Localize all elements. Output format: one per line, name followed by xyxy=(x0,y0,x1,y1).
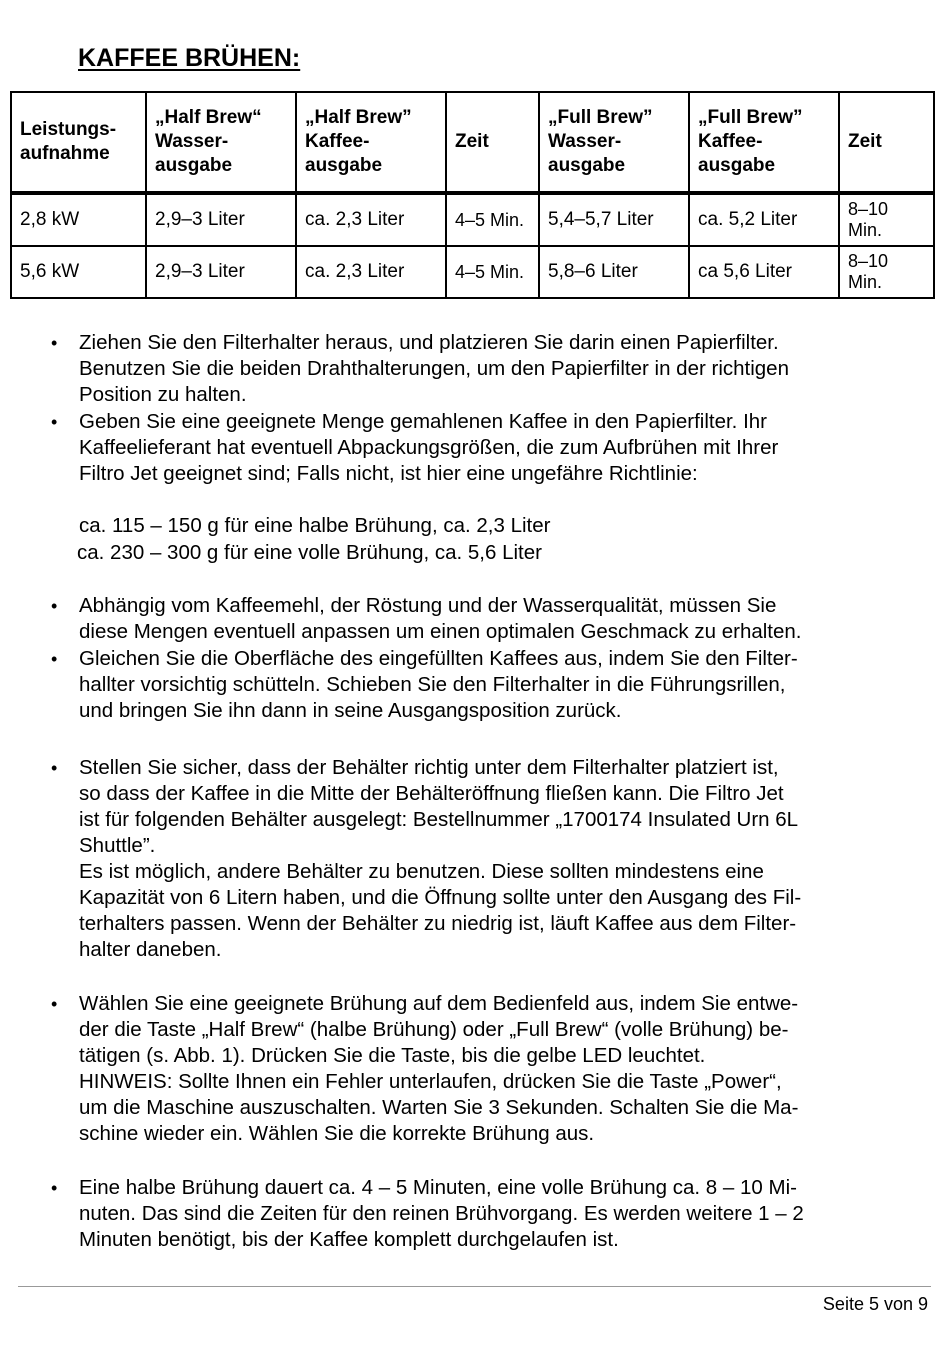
paragraph: Ziehen Sie den Filterhalter heraus, und platzieren Sie darin einen Papierfilter. Benutzen Sie die beiden Drahthalterungen, um den Papierfilter in der richtigen Position zu halten. xyxy=(79,331,789,406)
page-number: Seite 5 von 9 xyxy=(822,1294,928,1314)
cell-full-time: 8–10 Min. xyxy=(839,246,934,298)
paragraph: Wählen Sie eine geeignete Brühung auf dem Bedienfeld aus, indem Sie entwe- der die Taste „Half Brew“ (halbe Brühung) oder „Full Brew“ (volle Brühung) be- tätigen (s. Abb. 1). Drücken Sie die Taste, bis die gelbe LED leuchtet. HINWEIS: Sollte Ihnen ein Fehler unterlaufen, drücken Sie die Taste „Power“, um die Maschine auszuschalten. Warten Sie 3 Sekunden. Schalten Sie die Ma- schine wieder ein. Wählen Sie die korrekte Brühung aus. xyxy=(79,992,799,1145)
cell-power: 2,8 kW xyxy=(11,193,146,246)
paragraph: Geben Sie eine geeignete Menge gemahlenen Kaffee in den Papierfilter. Ihr Kaffeelieferant hat eventuell Abpackungsgrößen, die zum Aufbrühen mit Ihrer Filtro Jet geeignet sind; Falls nicht, ist hier eine ungefähre Richtlinie: xyxy=(79,410,779,485)
bullet-icon: • xyxy=(51,596,58,616)
bullet-icon: • xyxy=(51,1178,58,1198)
cell-full-water: 5,8–6 Liter xyxy=(539,246,689,298)
cell-full-coffee: ca 5,6 Liter xyxy=(689,246,839,298)
cell-full-time: 8–10 Min. xyxy=(839,193,934,246)
bullet-icon: • xyxy=(51,994,58,1014)
brew-table xyxy=(10,91,935,299)
cell-half-coffee: ca. 2,3 Liter xyxy=(296,193,446,246)
header-half-coffee: „Half Brew” Kaffee- ausgabe xyxy=(296,92,446,193)
paragraph: Gleichen Sie die Oberfläche des eingefüllten Kaffees aus, indem Sie den Filter- hallter vorsichtig schütteln. Schieben Sie den Filterhalter in die Führungsrillen, und bringen Sie ihn dann in seine Ausgangsposition zurück. xyxy=(79,647,798,722)
cell-half-coffee: ca. 2,3 Liter xyxy=(296,246,446,298)
cell-half-water: 2,9–3 Liter xyxy=(146,246,296,298)
paragraph: Eine halbe Brühung dauert ca. 4 – 5 Minuten, eine volle Brühung ca. 8 – 10 Mi- nuten. Das sind die Zeiten für den reinen Brühvorgang. Es werden weitere 1 – 2 Minuten benötigt, bis der Kaffee komplett durchgelaufen ist. xyxy=(79,1176,804,1251)
header-power: Leistungs- aufnahme xyxy=(11,92,146,193)
cell-half-time: 4–5 Min. xyxy=(446,246,539,298)
bullet-icon: • xyxy=(51,649,58,669)
cell-half-water: 2,9–3 Liter xyxy=(146,193,296,246)
cell-half-time: 4–5 Min. xyxy=(446,193,539,246)
ratio-half-brew: ca. 115 – 150 g für eine halbe Brühung, ca. 2,3 Liter xyxy=(79,514,551,537)
bullet-icon: • xyxy=(51,333,58,353)
cell-full-coffee: ca. 5,2 Liter xyxy=(689,193,839,246)
paragraph: Stellen Sie sicher, dass der Behälter richtig unter dem Filterhalter platziert ist, so dass der Kaffee in die Mitte der Behälteröffnung fließen kann. Die Filtro Jet ist für folgenden Behälter ausgelegt: Bestellnummer „1700174 Insulated Urn 6L Shuttle”. Es ist möglich, andere Behälter zu benutzen. Diese sollten mindestens eine Kapazität von 6 Litern haben, und die Öffnung sollte unter den Ausgang des Fil- terhalters passen. Wenn der Behälter zu niedrig ist, läuft Kaffee aus dem Filter- halter daneben. xyxy=(79,756,802,961)
page-title: KAFFEE BRÜHEN: xyxy=(78,44,301,72)
table-row xyxy=(11,246,934,298)
table-header-row xyxy=(11,92,934,193)
ratio-full-brew: ca. 230 – 300 g für eine volle Brühung, ca. 5,6 Liter xyxy=(77,541,542,564)
header-full-water: „Full Brew” Wasser- ausgabe xyxy=(539,92,689,193)
bullet-icon: • xyxy=(51,758,58,778)
footer-divider xyxy=(18,1286,931,1287)
header-full-coffee: „Full Brew” Kaffee- ausgabe xyxy=(689,92,839,193)
cell-full-water: 5,4–5,7 Liter xyxy=(539,193,689,246)
header-half-time: Zeit xyxy=(446,92,539,193)
table-row xyxy=(11,193,934,246)
cell-power: 5,6 kW xyxy=(11,246,146,298)
bullet-icon: • xyxy=(51,412,58,432)
header-half-water: „Half Brew“ Wasser- ausgabe xyxy=(146,92,296,193)
paragraph: Abhängig vom Kaffeemehl, der Röstung und der Wasserqualität, müssen Sie diese Mengen eventuell anpassen um einen optimalen Geschmack zu erhalten. xyxy=(79,594,802,643)
header-full-time: Zeit xyxy=(839,92,934,193)
